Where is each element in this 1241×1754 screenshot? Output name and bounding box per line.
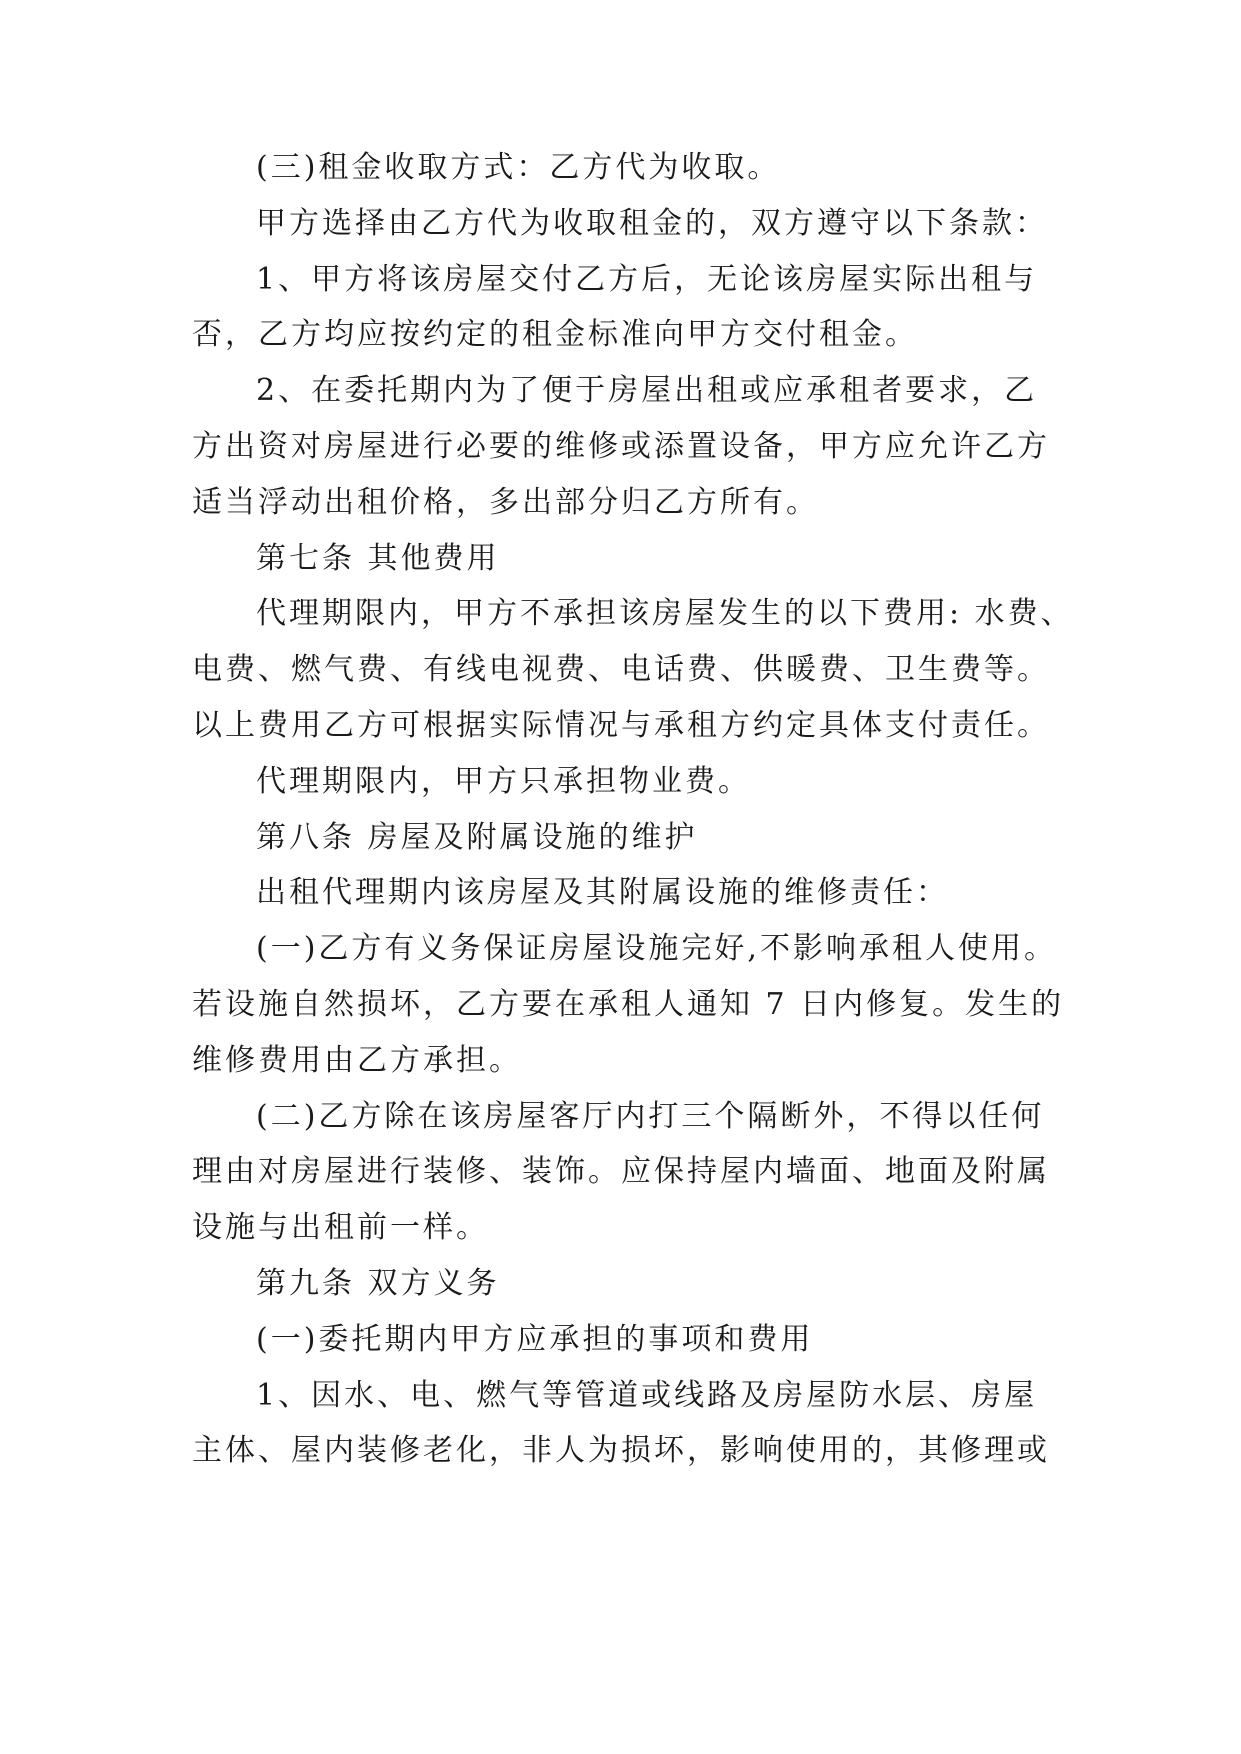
section-heading: 第九条 双方义务 — [256, 1266, 500, 1301]
text-line: 1、因水、电、燃气等管道或线路及房屋防水层、房屋 — [256, 1378, 1038, 1413]
text-line: 甲方选择由乙方代为收取租金的，双方遵守以下条款： — [256, 206, 1048, 241]
text-line: (三)租金收取方式：乙方代为收取。 — [256, 150, 781, 185]
text-line: 设施与出租前一样。 — [192, 1210, 489, 1245]
text-line: 理由对房屋进行装修、装饰。应保持屋内墙面、地面及附属 — [192, 1154, 1050, 1189]
text-line: 维修费用由乙方承担。 — [192, 1043, 522, 1078]
text-line: 适当浮动出租价格，多出部分归乙方所有。 — [192, 485, 819, 520]
text-line: 方出资对房屋进行必要的维修或添置设备，甲方应允许乙方 — [192, 429, 1050, 464]
section-heading: 第八条 房屋及附属设施的维护 — [256, 820, 698, 855]
text-line: 若设施自然损坏，乙方要在承租人通知 7 日内修复。发生的 — [192, 987, 1065, 1022]
text-line: 1、甲方将该房屋交付乙方后，无论该房屋实际出租与 — [256, 262, 1038, 297]
text-line: (二)乙方除在该房屋客厅内打三个隔断外，不得以任何 — [256, 1099, 1045, 1134]
text-line: 电费、燃气费、有线电视费、电话费、供暖费、卫生费等。 — [192, 652, 1050, 687]
text-line: (一)乙方有义务保证房屋设施完好,不影响承租人使用。 — [256, 931, 1057, 966]
text-line: 以上费用乙方可根据实际情况与承租方约定具体支付责任。 — [192, 708, 1050, 743]
text-line: 代理期限内，甲方只承担物业费。 — [256, 764, 751, 799]
text-line: 代理期限内，甲方不承担该房屋发生的以下费用: 水费、 — [256, 596, 1074, 631]
text-line: 主体、屋内装修老化，非人为损坏，影响使用的，其修理或 — [192, 1433, 1050, 1468]
section-heading: 第七条 其他费用 — [256, 541, 500, 576]
text-line: (一)委托期内甲方应承担的事项和费用 — [256, 1322, 814, 1357]
text-line: 2、在委托期内为了便于房屋出租或应承租者要求，乙 — [256, 373, 1038, 408]
text-line: 否，乙方均应按约定的租金标准向甲方交付租金。 — [192, 317, 918, 352]
text-line: 出租代理期内该房屋及其附属设施的维修责任： — [256, 875, 949, 910]
